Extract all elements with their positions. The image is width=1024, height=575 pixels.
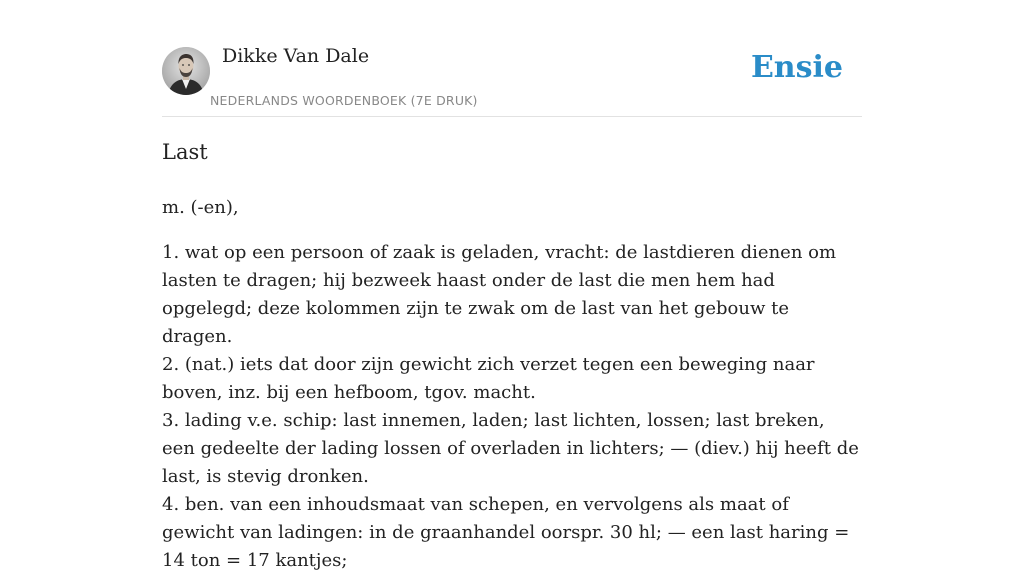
grammar-info: m. (-en), <box>162 197 239 218</box>
header <box>162 0 862 117</box>
definition-item: 2. (nat.) iets dat door zijn gewicht zich verzet tegen een beweging naar boven, inz. bij een hefboom, tgov. macht. <box>162 354 815 403</box>
portrait-avatar-icon[interactable] <box>162 47 210 95</box>
definition-item: 1. wat op een persoon of zaak is geladen, vracht: de lastdieren dienen om lasten te dragen; hij bezweek haast onder de last die men hem had opgelegd; deze kolommen zijn te zwak om de last van het gebouw te dragen. <box>162 242 837 347</box>
brand-logo[interactable]: Ensie <box>750 50 843 85</box>
source-title[interactable]: Dikke Van Dale <box>222 45 370 67</box>
entry-title: Last <box>162 140 208 164</box>
source-subtitle: NEDERLANDS WOORDENBOEK (7E DRUK) <box>210 93 478 108</box>
definition-item: 4. ben. van een inhoudsmaat van schepen, en vervolgens als maat of gewicht van ladingen: in de graanhandel oorspr. 30 hl; — een last haring = 14 ton = 17 kantjes; <box>162 494 850 571</box>
page <box>162 0 862 571</box>
definition-item: 3. lading v.e. schip: last innemen, laden; last lichten, lossen; last breken, een gedeelte der lading lossen of overladen in lichters; — (diev.) hij heeft de last, is stevig dronken. <box>162 410 859 487</box>
definitions <box>162 239 862 575</box>
